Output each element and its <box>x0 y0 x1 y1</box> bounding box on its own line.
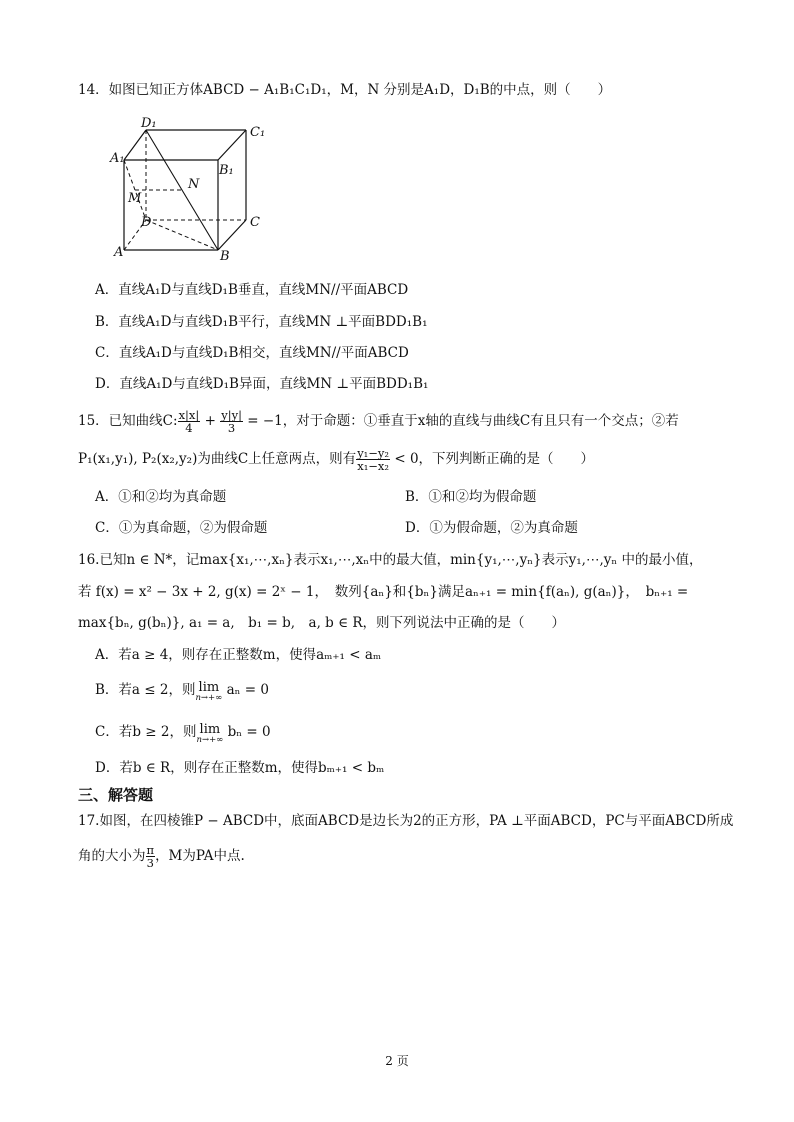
q15-frac-slope: $\frac{\text{y₁−y₂}}{\text{x₁−x₂}}$ <box>357 446 390 473</box>
label-B1: B₁ <box>219 163 234 178</box>
q15-option-b: B．①和②均为假命题 <box>405 489 537 505</box>
section-heading: 三、解答题 <box>78 786 154 804</box>
q15-option-a: A．①和②均为真命题 <box>95 489 227 505</box>
q15-option-c: C．①为真命题，②为假命题 <box>95 520 268 536</box>
q17-line2: 角的大小为 $\frac{\pi}{3}$ ，M为PA中点. <box>78 843 245 870</box>
q15-option-d: D．①为假命题，②为真命题 <box>405 520 578 536</box>
q14-option-c: C．直线A₁D与直线D₁B相交，直线MN//平面ABCD <box>95 345 409 361</box>
label-D1: D₁ <box>141 116 157 131</box>
label-N: N <box>188 177 200 192</box>
q14-stem: 14．如图已知正方体ABCD − A₁B₁C₁D₁，M，N 分别是A₁D，D₁B的中点，则（ ） <box>78 82 612 98</box>
label-C1: C₁ <box>250 125 266 140</box>
q15-line1: 15．已知曲线C: $\frac{x|x|}{4}$ + $\frac{y|y|}{3}$ = −1，对于命题：①垂直于x轴的直线与曲线C有且只有一个交点；②若 <box>78 408 679 435</box>
q17-frac-pi-3: $\frac{\pi}{3}$ <box>146 843 155 870</box>
q16-lim-b: lim n→+∞ <box>195 680 223 703</box>
q16-option-b: B．若a ≤ 2，则 lim n→+∞ aₙ = 0 <box>95 680 269 703</box>
q15-frac-x: $\frac{x|x|}{4}$ <box>178 408 200 435</box>
q16-option-c: C．若b ≥ 2，则 lim n→+∞ bₙ = 0 <box>95 722 271 745</box>
q14-option-b: B．直线A₁D与直线D₁B平行，直线MN ⊥平面BDD₁B₁ <box>95 314 428 330</box>
q16-line1: 16.已知n ∈ N*，记max{x₁,⋯,xₙ}表示x₁,⋯,xₙ中的最大值，min{y₁,⋯,yₙ}表示y₁,⋯,yₙ 中的最小值， <box>78 552 703 568</box>
label-A: A <box>114 245 124 260</box>
q16-line3: max{bₙ, g(bₙ)}, a₁ = a, b₁ = b, a, b ∈ R，则下列说法中正确的是（ ） <box>78 615 566 631</box>
label-M: M <box>128 191 142 206</box>
label-A1: A₁ <box>110 151 125 166</box>
q15-frac-y: $\frac{y|y|}{3}$ <box>221 408 242 435</box>
q16-option-d: D．若b ∈ R，则存在正整数m，使得bₘ₊₁ < bₘ <box>95 760 385 776</box>
q16-lim-c: lim n→+∞ <box>196 722 224 745</box>
cube-figure <box>108 116 278 266</box>
q16-option-a: A．若a ≥ 4，则存在正整数m，使得aₘ₊₁ < aₘ <box>95 647 382 663</box>
q14-option-d: D．直线A₁D与直线D₁B异面，直线MN ⊥平面BDD₁B₁ <box>95 376 429 392</box>
q14-option-a: A．直线A₁D与直线D₁B垂直，直线MN//平面ABCD <box>95 282 409 298</box>
q17-line1: 17.如图，在四棱锥P − ABCD中，底面ABCD是边长为2的正方形，PA ⊥平面ABCD，PC与平面ABCD所成 <box>78 813 734 829</box>
page-number: 2 页 <box>385 1054 409 1068</box>
label-D: D <box>141 215 152 230</box>
q15-line2: P₁(x₁,y₁), P₂(x₂,y₂)为曲线C上任意两点，则有 $\frac{\text{y₁−y₂}}{\text{x₁−x₂}}$ < 0，下列判断正确的是（ ） <box>78 446 595 473</box>
q16-line2: 若 f(x) = x² − 3x + 2, g(x) = 2ˣ − 1， 数列{aₙ}和{bₙ}满足aₙ₊₁ = min{f(aₙ), g(aₙ)}， bₙ₊₁ = <box>78 584 689 600</box>
label-B: B <box>220 249 230 264</box>
label-C: C <box>250 215 260 230</box>
